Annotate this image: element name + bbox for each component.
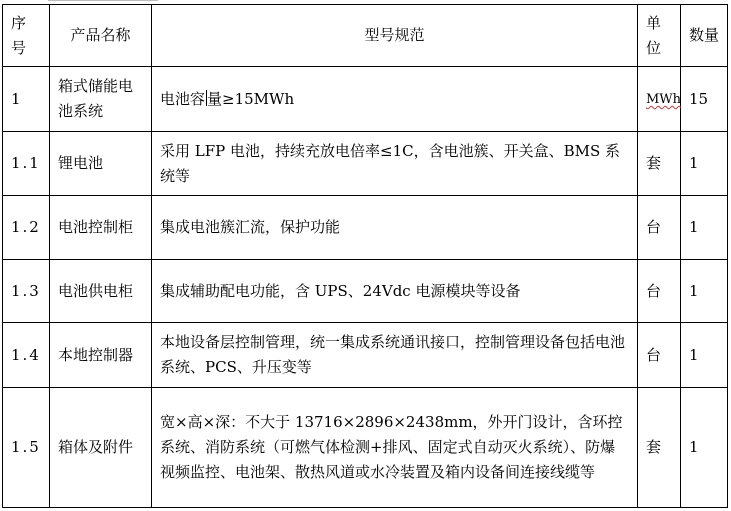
header-qty: 数量 (681, 5, 728, 67)
row-no: 1.5 (3, 388, 50, 508)
row-unit: 套 (638, 388, 681, 508)
spellcheck-underline: MWh (646, 92, 682, 107)
row-name: 电池控制柜 (50, 196, 152, 260)
row-qty: 15 (681, 67, 728, 132)
row-no: 1.4 (3, 323, 50, 388)
table-row (3, 260, 728, 323)
row-spec: 采用 LFP 电池，持续充放电倍率≤1C，含电池簇、开关盒、BMS 系统等 (152, 132, 638, 196)
row-unit: 台 (638, 196, 681, 260)
row-spec-part-b: 量≥15MWh (207, 89, 295, 108)
row-name: 本地控制器 (50, 323, 152, 388)
row-no: 1.3 (3, 260, 50, 323)
row-spec: 宽×高×深：不大于 13716×2896×2438mm，外开门设计，含环控系统、消防系统（可燃气体检测+排风、固定式自动灭火系统）、防爆视频监控、电池架、散热风道或水冷装置及箱内设备间连接线缆等 (152, 388, 638, 508)
row-name: 箱体及附件 (50, 388, 152, 508)
row-qty: 1 (681, 260, 728, 323)
row-unit (638, 67, 681, 132)
row-no: 1.2 (3, 196, 50, 260)
row-no: 1.1 (3, 132, 50, 196)
row-spec: 本地设备层控制管理，统一集成系统通讯接口，控制管理设备包括电池系统、PCS、升压变等 (152, 323, 638, 388)
row-unit: 台 (638, 260, 681, 323)
row-spec (152, 67, 638, 132)
header-no: 序号 (3, 5, 50, 67)
row-unit: 台 (638, 323, 681, 388)
table-row (3, 132, 728, 196)
header-spec: 型号规范 (152, 5, 638, 67)
row-no: 1 (3, 67, 50, 132)
header-row (3, 5, 728, 67)
row-spec: 集成辅助配电功能，含 UPS、24Vdc 电源模块等设备 (152, 260, 638, 323)
table-row (3, 196, 728, 260)
row-name: 箱式储能电池系统 (50, 67, 152, 132)
row-qty: 1 (681, 132, 728, 196)
row-name: 锂电池 (50, 132, 152, 196)
header-unit: 单位 (638, 5, 681, 67)
row-qty: 1 (681, 196, 728, 260)
table-row (3, 323, 728, 388)
spec-table (2, 4, 728, 508)
row-qty: 1 (681, 388, 728, 508)
row-qty: 1 (681, 323, 728, 388)
row-spec-part-a: 电池容 (160, 89, 206, 108)
table-row (3, 67, 728, 132)
row-unit: 套 (638, 132, 681, 196)
top-edge-fragment (48, 0, 158, 1)
row-name: 电池供电柜 (50, 260, 152, 323)
header-name: 产品名称 (50, 5, 152, 67)
table-row (3, 388, 728, 508)
row-spec: 集成电池簇汇流，保护功能 (152, 196, 638, 260)
